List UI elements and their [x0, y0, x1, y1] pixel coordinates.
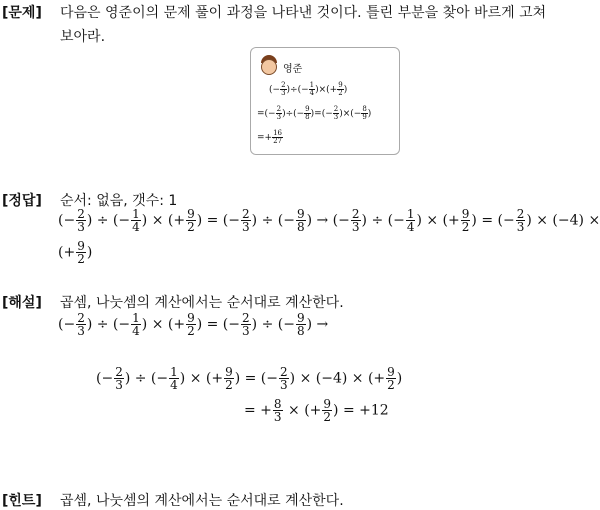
card-line-1: (− $\frac{2}{3}$ )÷(− $\frac{1}{4}$ )×(+ $\frac{9}{2}$ ) [269, 81, 348, 97]
hint-tag: [힌트] [2, 493, 42, 509]
answer-tag: [정답] [2, 193, 42, 209]
student-solution-card [250, 47, 400, 155]
card-line-3: =+ $\frac{16}{27}$ [257, 129, 283, 145]
problem-text-line2: 보아라. [60, 29, 106, 45]
problem-tag: [문제] [2, 5, 42, 21]
explanation-equation-line3: = + $\frac{8}{3}$ × (+ $\frac{9}{2}$ ) = +12 [244, 397, 389, 424]
problem-text-line1: 다음은 영준이의 문제 풀이 과정을 나타낸 것이다. 틀린 부분을 찾아 바르게 고쳐 [60, 5, 547, 21]
explanation-line1: 곱셈, 나눗셈의 계산에서는 순서대로 계산한다. [60, 295, 344, 311]
answer-equation-line2: (+ $\frac{9}{2}$ ) [58, 239, 93, 266]
student-name: 영준 [283, 64, 303, 75]
answer-equation-line1: (− $\frac{2}{3}$ ) ÷ (− $\frac{1}{4}$ ) × (+ $\frac{9}{2}$ ) = (− $\frac{2}{3}$ ) ÷ (− $\frac{9}{8}$ ) → (− $\frac{2}{3}$ ) ÷ (− $\frac{1}{4}$ ) × (+ $\frac{9}{2}$ ) = (− $\frac{2}{3}$ ) × (−4) × [58, 207, 600, 234]
explanation-equation-line1: (− $\frac{2}{3}$ ) ÷ (− $\frac{1}{4}$ ) × (+ $\frac{9}{2}$ ) = (− $\frac{2}{3}$ ) ÷ (− $\frac{9}{8}$ ) → [58, 311, 329, 338]
explanation-result: = +12 [342, 402, 389, 419]
explanation-equation-line2: (− $\frac{2}{3}$ ) ÷ (− $\frac{1}{4}$ ) × (+ $\frac{9}{2}$ ) = (− $\frac{2}{3}$ ) × (−4) × (+ $\frac{9}{2}$ ) [96, 365, 403, 392]
answer-line1: 순서: 없음, 갯수: 1 [60, 193, 178, 209]
hint-text: 곱셈, 나눗셈의 계산에서는 순서대로 계산한다. [60, 493, 344, 509]
student-avatar-icon [261, 55, 277, 75]
explanation-tag: [해설] [2, 295, 42, 311]
card-line-2: =(− $\frac{2}{3}$ )÷(− $\frac{9}{8}$ )=(− $\frac{2}{3}$ )×(− $\frac{8}{9}$ ) [257, 105, 372, 121]
